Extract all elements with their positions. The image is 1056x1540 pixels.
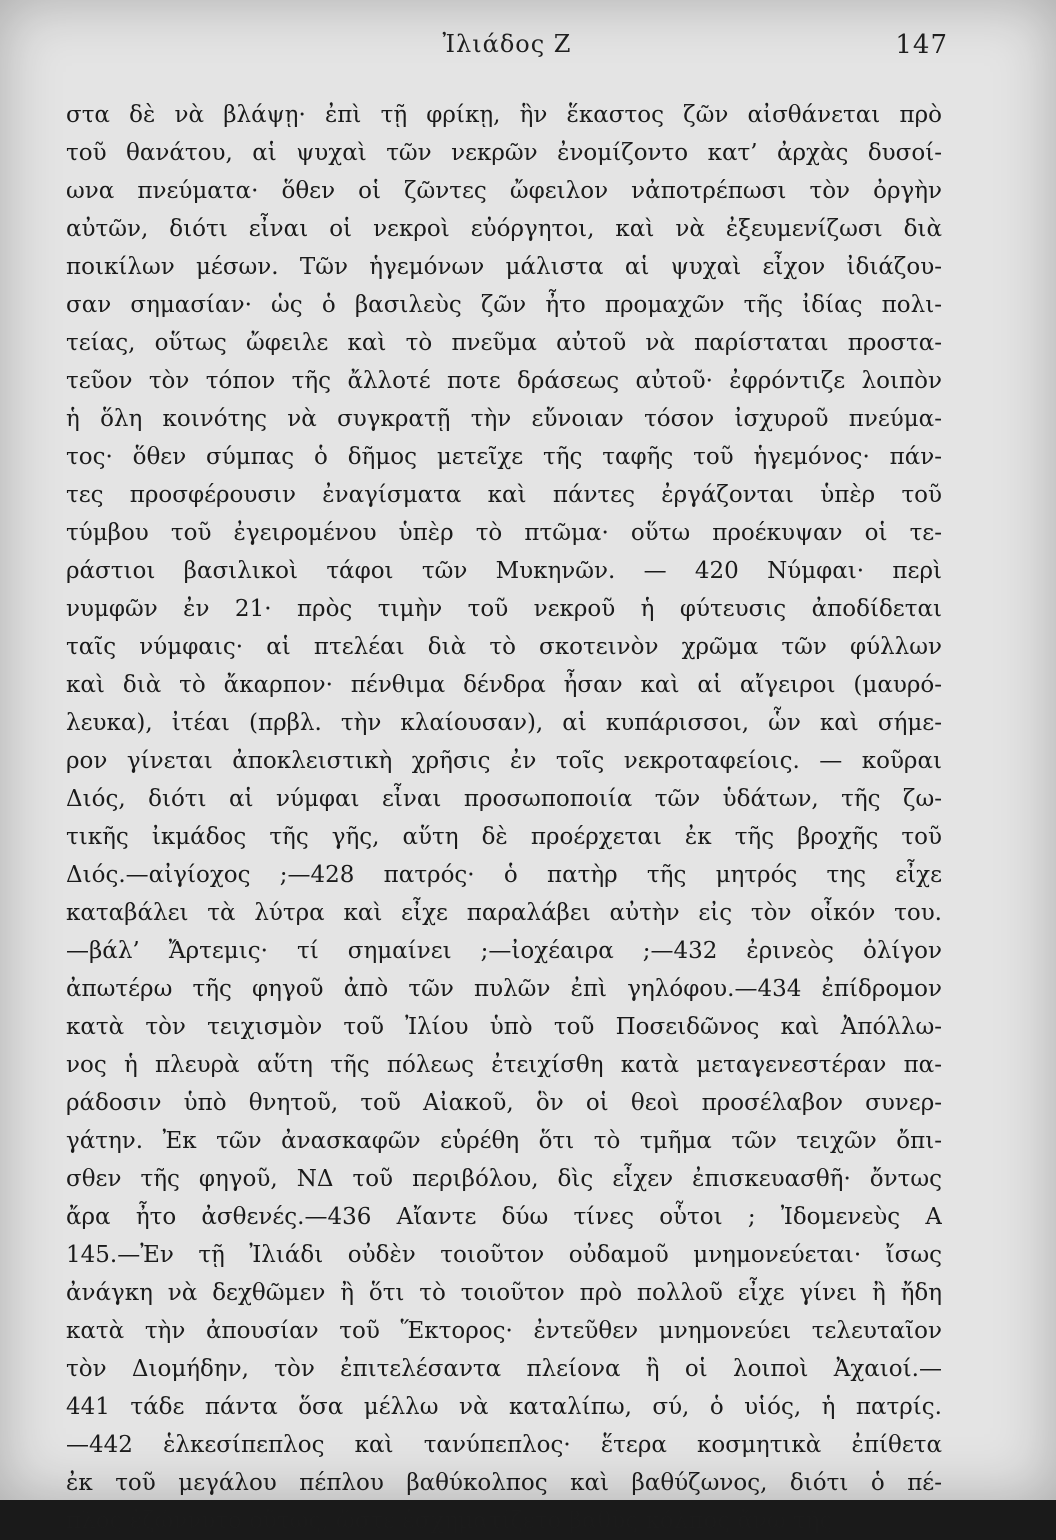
text-line: —442 ἑλκεσίπεπλος καὶ τανύπεπλος· ἕτερα κοσμητικὰ ἐπίθετα <box>66 1432 942 1458</box>
text-line: κατὰ τὴν ἀπουσίαν τοῦ Ἕκτορος· ἐντεῦθεν μνημονεύει τελευταῖον <box>66 1318 942 1344</box>
page-number: 147 <box>895 30 948 60</box>
text-line: —βάλ’ Ἄρτεμις· τί σημαίνει ;—ἰοχέαιρα ;—432 ἐρινεὸς ὀλίγον <box>66 938 942 964</box>
text-line: καταβάλει τὰ λύτρα καὶ εἶχε παραλάβει αὐτὴν εἰς τὸν οἶκόν του. <box>66 900 942 926</box>
text-line: ἄρα ἦτο ἀσθενές.—436 Αἴαντε δύω τίνες οὗτοι ; Ἰδομενεὺς Α <box>66 1204 942 1230</box>
text-line: τεῦον τὸν τόπον τῆς ἄλλοτέ ποτε δράσεως αὐτοῦ· ἐφρόντιζε λοιπὸν <box>66 368 942 394</box>
text-line: ἐκ τοῦ μεγάλου πέπλου βαθύκολπος καὶ βαθύζωνος, διότι ὁ πέ- <box>66 1470 942 1496</box>
text-line: τὸν Διομήδην, τὸν ἐπιτελέσαντα πλείονα ἢ οἱ λοιποὶ Ἀχαιοί.— <box>66 1356 942 1382</box>
text-line: πλος ἐζώννυτο οὕτως, ὥστε ἐσχηματίζετο βαθὺς κόλπος ἄνω τῆς <box>66 1508 833 1534</box>
text-line: ωνα πνεύματα· ὅθεν οἱ ζῶντες ὤφειλον νἀποτρέπωσι τὸν ὀργὴν <box>66 178 942 204</box>
text-line: ράδοσιν ὑπὸ θνητοῦ, τοῦ Αἰακοῦ, ὃν οἱ θεοὶ προσέλαβον συνερ- <box>66 1090 942 1116</box>
text-line: τες προσφέρουσιν ἐναγίσματα καὶ πάντες ἐργάζονται ὑπὲρ τοῦ <box>66 482 942 508</box>
text-line: νυμφῶν ἐν 21· πρὸς τιμὴν τοῦ νεκροῦ ἡ φύτευσις ἀποδίδεται <box>66 596 942 622</box>
text-line: γάτην. Ἐκ τῶν ἀνασκαφῶν εὑρέθη ὅτι τὸ τμῆμα τῶν τειχῶν ὄπι- <box>66 1128 942 1154</box>
text-line: αὐτῶν, διότι εἶναι οἱ νεκροὶ εὐόργητοι, καὶ νὰ ἐξευμενίζωσι διὰ <box>66 216 942 242</box>
text-line: τοῦ θανάτου, αἱ ψυχαὶ τῶν νεκρῶν ἐνομίζοντο κατ’ ἀρχὰς δυσοί- <box>66 140 942 166</box>
running-title: Ἰλιάδος Ζ <box>442 30 572 58</box>
text-line: Διός, διότι αἱ νύμφαι εἶναι προσωποποιία τῶν ὑδάτων, τῆς ζω- <box>66 786 942 812</box>
text-line: σθεν τῆς φηγοῦ, ΝΔ τοῦ περιβόλου, δὶς εἶχεν ἐπισκευασθῆ· ὄντως <box>66 1166 942 1192</box>
text-line: 441 τάδε πάντα ὅσα μέλλω νὰ καταλίπω, σύ, ὁ υἱός, ἡ πατρίς. <box>66 1394 942 1420</box>
text-line: 145.—Ἐν τῇ Ἰλιάδι οὐδὲν τοιοῦτον οὐδαμοῦ μνημονεύεται· ἴσως <box>66 1242 942 1268</box>
text-line: καὶ διὰ τὸ ἄκαρπον· πένθιμα δένδρα ἦσαν καὶ αἱ αἴγειροι (μαυρό- <box>66 672 942 698</box>
text-line: τείας, οὕτως ὤφειλε καὶ τὸ πνεῦμα αὐτοῦ νὰ παρίσταται προστα- <box>66 330 942 356</box>
commentary-text <box>66 96 942 1540</box>
text-line: κατὰ τὸν τειχισμὸν τοῦ Ἰλίου ὑπὸ τοῦ Ποσειδῶνος καὶ Ἀπόλλω- <box>66 1014 942 1040</box>
text-line: ἡ ὅλη κοινότης νὰ συγκρατῇ τὴν εὔνοιαν τόσον ἰσχυροῦ πνεύμα- <box>66 406 942 432</box>
text-line: ράστιοι βασιλικοὶ τάφοι τῶν Μυκηνῶν. — 420 Νύμφαι· περὶ <box>66 558 942 584</box>
text-line: τύμβου τοῦ ἐγειρομένου ὑπὲρ τὸ πτῶμα· οὕτω προέκυψαν οἱ τε- <box>66 520 942 546</box>
text-line: τικῆς ἰκμάδος τῆς γῆς, αὕτη δὲ προέρχεται ἐκ τῆς βροχῆς τοῦ <box>66 824 942 850</box>
text-line: σαν σημασίαν· ὡς ὁ βασιλεὺς ζῶν ἦτο προμαχῶν τῆς ἰδίας πολι- <box>66 292 942 318</box>
text-line: νος ἡ πλευρὰ αὕτη τῆς πόλεως ἐτειχίσθη κατὰ μεταγενεστέραν πα- <box>66 1052 942 1078</box>
page-header <box>66 30 948 70</box>
text-line: ποικίλων μέσων. Τῶν ἡγεμόνων μάλιστα αἱ ψυχαὶ εἶχον ἰδιάζου- <box>66 254 942 280</box>
text-line: ρον γίνεται ἀποκλειστικὴ χρῆσις ἐν τοῖς νεκροταφείοις. — κοῦραι <box>66 748 942 774</box>
text-line: τος· ὅθεν σύμπας ὁ δῆμος μετεῖχε τῆς ταφῆς τοῦ ἡγεμόνος· πάν- <box>66 444 942 470</box>
text-line: ἀνάγκη νὰ δεχθῶμεν ἢ ὅτι τὸ τοιοῦτον πρὸ πολλοῦ εἶχε γίνει ἢ ἤδη <box>66 1280 942 1306</box>
text-line: ἀπωτέρω τῆς φηγοῦ ἀπὸ τῶν πυλῶν ἐπὶ γηλόφου.—434 ἐπίδρομον <box>66 976 942 1002</box>
text-line: στα δὲ νὰ βλάψῃ· ἐπὶ τῇ φρίκῃ, ἣν ἕκαστος ζῶν αἰσθάνεται πρὸ <box>66 102 942 128</box>
text-line: Διός.—αἰγίοχος ;—428 πατρός· ὁ πατὴρ τῆς μητρός της εἶχε <box>66 862 942 888</box>
text-line: ταῖς νύμφαις· αἱ πτελέαι διὰ τὸ σκοτεινὸν χρῶμα τῶν φύλλων <box>66 634 942 660</box>
text-line: λευκα), ἰτέαι (πρβλ. τὴν κλαίουσαν), αἱ κυπάρισσοι, ὧν καὶ σήμε- <box>66 710 942 736</box>
